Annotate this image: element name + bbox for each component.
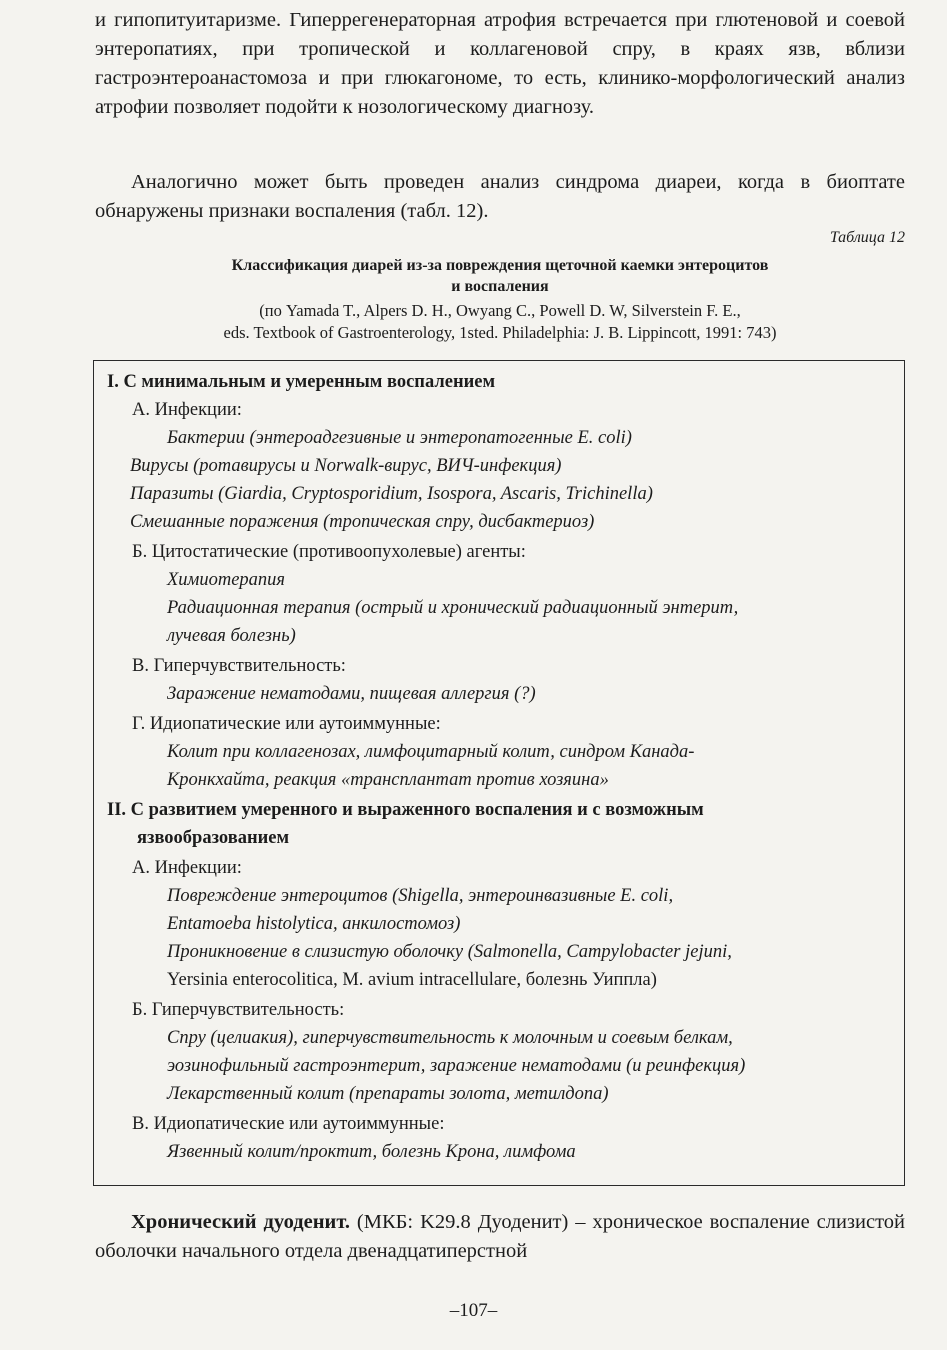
table-entry: Yersinia enterocolitica, M. avium intracellulare, болезнь Уиппла) — [167, 970, 657, 990]
table-entry: Лекарственный колит (препараты золота, метилдопа) — [167, 1084, 609, 1104]
subsection-heading: А. Инфекции: — [132, 400, 242, 420]
table-entry: Химиотерапия — [167, 570, 286, 590]
paragraph-diarrhea: Аналогично может быть проведен анализ синдрома диареи, когда в биоптате обнаружены признаки воспаления (табл. 12). — [95, 171, 905, 222]
table-entry: Колит при коллагенозах, лимфоцитарный колит, синдром Канада- — [167, 742, 695, 762]
table-entry: Проникновение в слизистую оболочку (Salmonella, Campylobacter jejuni, — [167, 942, 732, 962]
table-entry: Радиационная терапия (острый и хронический радиационный энтерит, — [167, 598, 739, 618]
table-entry: лучевая болезнь) — [167, 626, 296, 646]
subsection-heading: Б. Цитостатические (противоопухолевые) агенты: — [132, 542, 526, 562]
section-2-heading: II. С развитием умеренного и выраженного воспаления и с возможным — [107, 800, 704, 820]
table-entry: Смешанные поражения (тропическая спру, дисбактериоз) — [130, 512, 595, 532]
table-source-line1: (по Yamada T., Alpers D. H., Owyang C., Powell D. W, Silverstein F. E., — [259, 301, 741, 320]
table-entry: Спру (целиакия), гиперчувствительность к молочным и соевым белкам, — [167, 1028, 733, 1048]
table-label: Таблица 12 — [829, 229, 905, 246]
subsection-heading: В. Идиопатические или аутоиммунные: — [132, 1114, 445, 1134]
subsection-heading: Б. Гиперчувствительность: — [132, 1000, 345, 1020]
table-entry: эозинофильный гастроэнтерит, заражение нематодами (и реинфекция) — [167, 1056, 746, 1076]
table-title-line1: Классификация диарей из-за повреждения щеточной каемки энтероцитов — [231, 257, 769, 274]
table-entry: Язвенный колит/проктит, болезнь Крона, лимфома — [167, 1142, 576, 1162]
table-entry: Повреждение энтероцитов (Shigella, энтероинвазивные E. coli, — [167, 886, 674, 906]
table-entry: Кронкхайта, реакция «трансплантат против хозяина» — [167, 770, 609, 790]
paragraph-text: (МКБ: K29.8 Дуоденит) – хроническое воспаление слизистой оболочки начального отдела двенадцатиперстной — [95, 1211, 905, 1262]
section-1-heading: I. С минимальным и умеренным воспалением — [107, 372, 496, 392]
table-entry: Entamoeba histolytica, анкилостомоз) — [167, 914, 461, 934]
subsection-heading: Г. Идиопатические или аутоиммунные: — [132, 714, 441, 734]
paragraph-chronic-duodenitis — [95, 1208, 905, 1266]
term-heading: Хронический дуоденит. — [131, 1211, 350, 1233]
subsection-heading: В. Гиперчувствительность: — [132, 656, 346, 676]
section-2-heading-cont: язвообразованием — [137, 828, 290, 848]
table-source-line2: eds. Textbook of Gastroenterology, 1sted. Philadelphia: J. B. Lippincott, 1991: 743) — [223, 323, 777, 342]
table-entry: Бактерии (энтероадгезивные и энтеропатогенные E. coli) — [167, 428, 632, 448]
paragraph-atrophy: и гипопитуитаризме. Гиперрегенераторная атрофия встречается при глютеновой и соевой энтеропатиях, при тропической и коллагеновой спру, в краях язв, вблизи гастроэнтероанастомоза и при глюкагономе, то есть, клинико-морфологический анализ атрофии позволяет подойти к нозологическому диагнозу. — [95, 9, 905, 118]
subsection-heading: А. Инфекции: — [132, 858, 242, 878]
table-entry: Паразиты (Giardia, Cryptosporidium, Isospora, Ascaris, Trichinella) — [130, 484, 653, 504]
table-source — [95, 300, 905, 344]
table-title-line2: и воспаления — [451, 278, 549, 295]
table-entry: Вирусы (ротавирусы и Norwalk-вирус, ВИЧ-инфекция) — [130, 456, 562, 476]
page-number: –107– — [449, 1300, 498, 1321]
table-entry: Заражение нематодами, пищевая аллергия (?) — [167, 684, 536, 704]
table-title — [95, 255, 905, 297]
